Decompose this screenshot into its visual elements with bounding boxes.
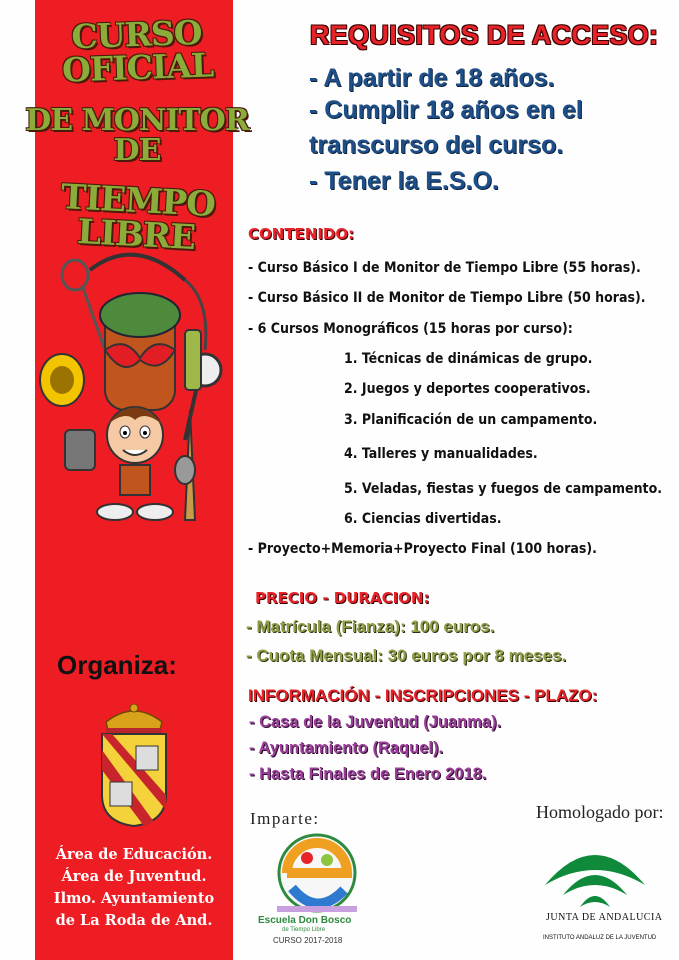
title-line-1: CURSO OFICIAL: [61, 12, 214, 90]
contenido-item: - Proyecto+Memoria+Proyecto Final (100 horas).: [248, 541, 597, 557]
title-line-2: DE MONITOR DE: [25, 103, 249, 168]
junta-andalucia-logo-icon: [535, 835, 655, 915]
homologado-label: Homologado por:: [536, 802, 664, 822]
title-line-3: TIEMPO LIBRE: [59, 177, 216, 259]
escuela-curso: CURSO 2017-2018: [273, 936, 343, 945]
requisito-item: transcurso del curso.: [309, 131, 564, 159]
camper-illustration: [35, 240, 233, 530]
contenido-subitem: 3. Planificación de un campamento.: [344, 412, 598, 428]
requisitos-heading: REQUISITOS DE ACCESO:: [310, 20, 659, 50]
escuela-name: Escuela Don Bosco: [258, 915, 352, 926]
course-title: [8, 12, 266, 259]
requisito-item: - Tener la E.S.O.: [309, 167, 499, 195]
contenido-subitem: 4. Talleres y manualidades.: [344, 446, 538, 462]
informacion-item: - Hasta Finales de Enero 2018.: [249, 765, 487, 783]
contenido-heading: CONTENIDO:: [248, 225, 355, 243]
junta-name: JUNTA DE ANDALUCIA: [546, 912, 663, 923]
area-line-3: Ilmo. Ayuntamiento: [53, 890, 215, 907]
contenido-subitem: 6. Ciencias divertidas.: [344, 511, 502, 527]
precio-item: - Matrícula (Fianza): 100 euros.: [246, 617, 495, 636]
informacion-item: - Ayuntamiento (Raquel).: [249, 739, 444, 757]
informacion-heading: INFORMACIÓN - INSCRIPCIONES - PLAZO:: [248, 686, 598, 705]
requisito-item: - Cumplir 18 años en el: [309, 96, 583, 124]
requisito-item: - A partir de 18 años.: [309, 64, 555, 92]
contenido-item: - Curso Básico II de Monitor de Tiempo Libre (50 horas).: [248, 290, 646, 306]
contenido-subitem: 5. Veladas, fiestas y fuegos de campamento.: [344, 481, 663, 497]
imparte-label: Imparte:: [250, 809, 320, 828]
area-line-2: Área de Juventud.: [61, 868, 207, 885]
area-organizers: [35, 844, 233, 932]
escuela-sub: de Tiempo Libre: [282, 927, 326, 933]
organiza-label: Organiza:: [57, 650, 177, 680]
contenido-subitem: 1. Técnicas de dinámicas de grupo.: [344, 351, 593, 367]
area-line-4: de La Roda de And.: [55, 912, 213, 929]
contenido-item: - Curso Básico I de Monitor de Tiempo Libre (55 horas).: [248, 260, 641, 276]
informacion-item: - Casa de la Juventud (Juanma).: [249, 713, 502, 731]
contenido-item: - 6 Cursos Monográficos (15 horas por curso):: [248, 321, 573, 337]
area-line-1: Área de Educación.: [55, 846, 213, 863]
junta-sub: INSTITUTO ANDALUZ DE LA JUVENTUD: [543, 935, 657, 941]
precio-heading: PRECIO - DURACION:: [255, 589, 430, 607]
contenido-subitem: 2. Juegos y deportes cooperativos.: [344, 381, 591, 397]
town-crest-icon: [96, 700, 172, 828]
precio-item: - Cuota Mensual: 30 euros por 8 meses.: [246, 646, 567, 665]
